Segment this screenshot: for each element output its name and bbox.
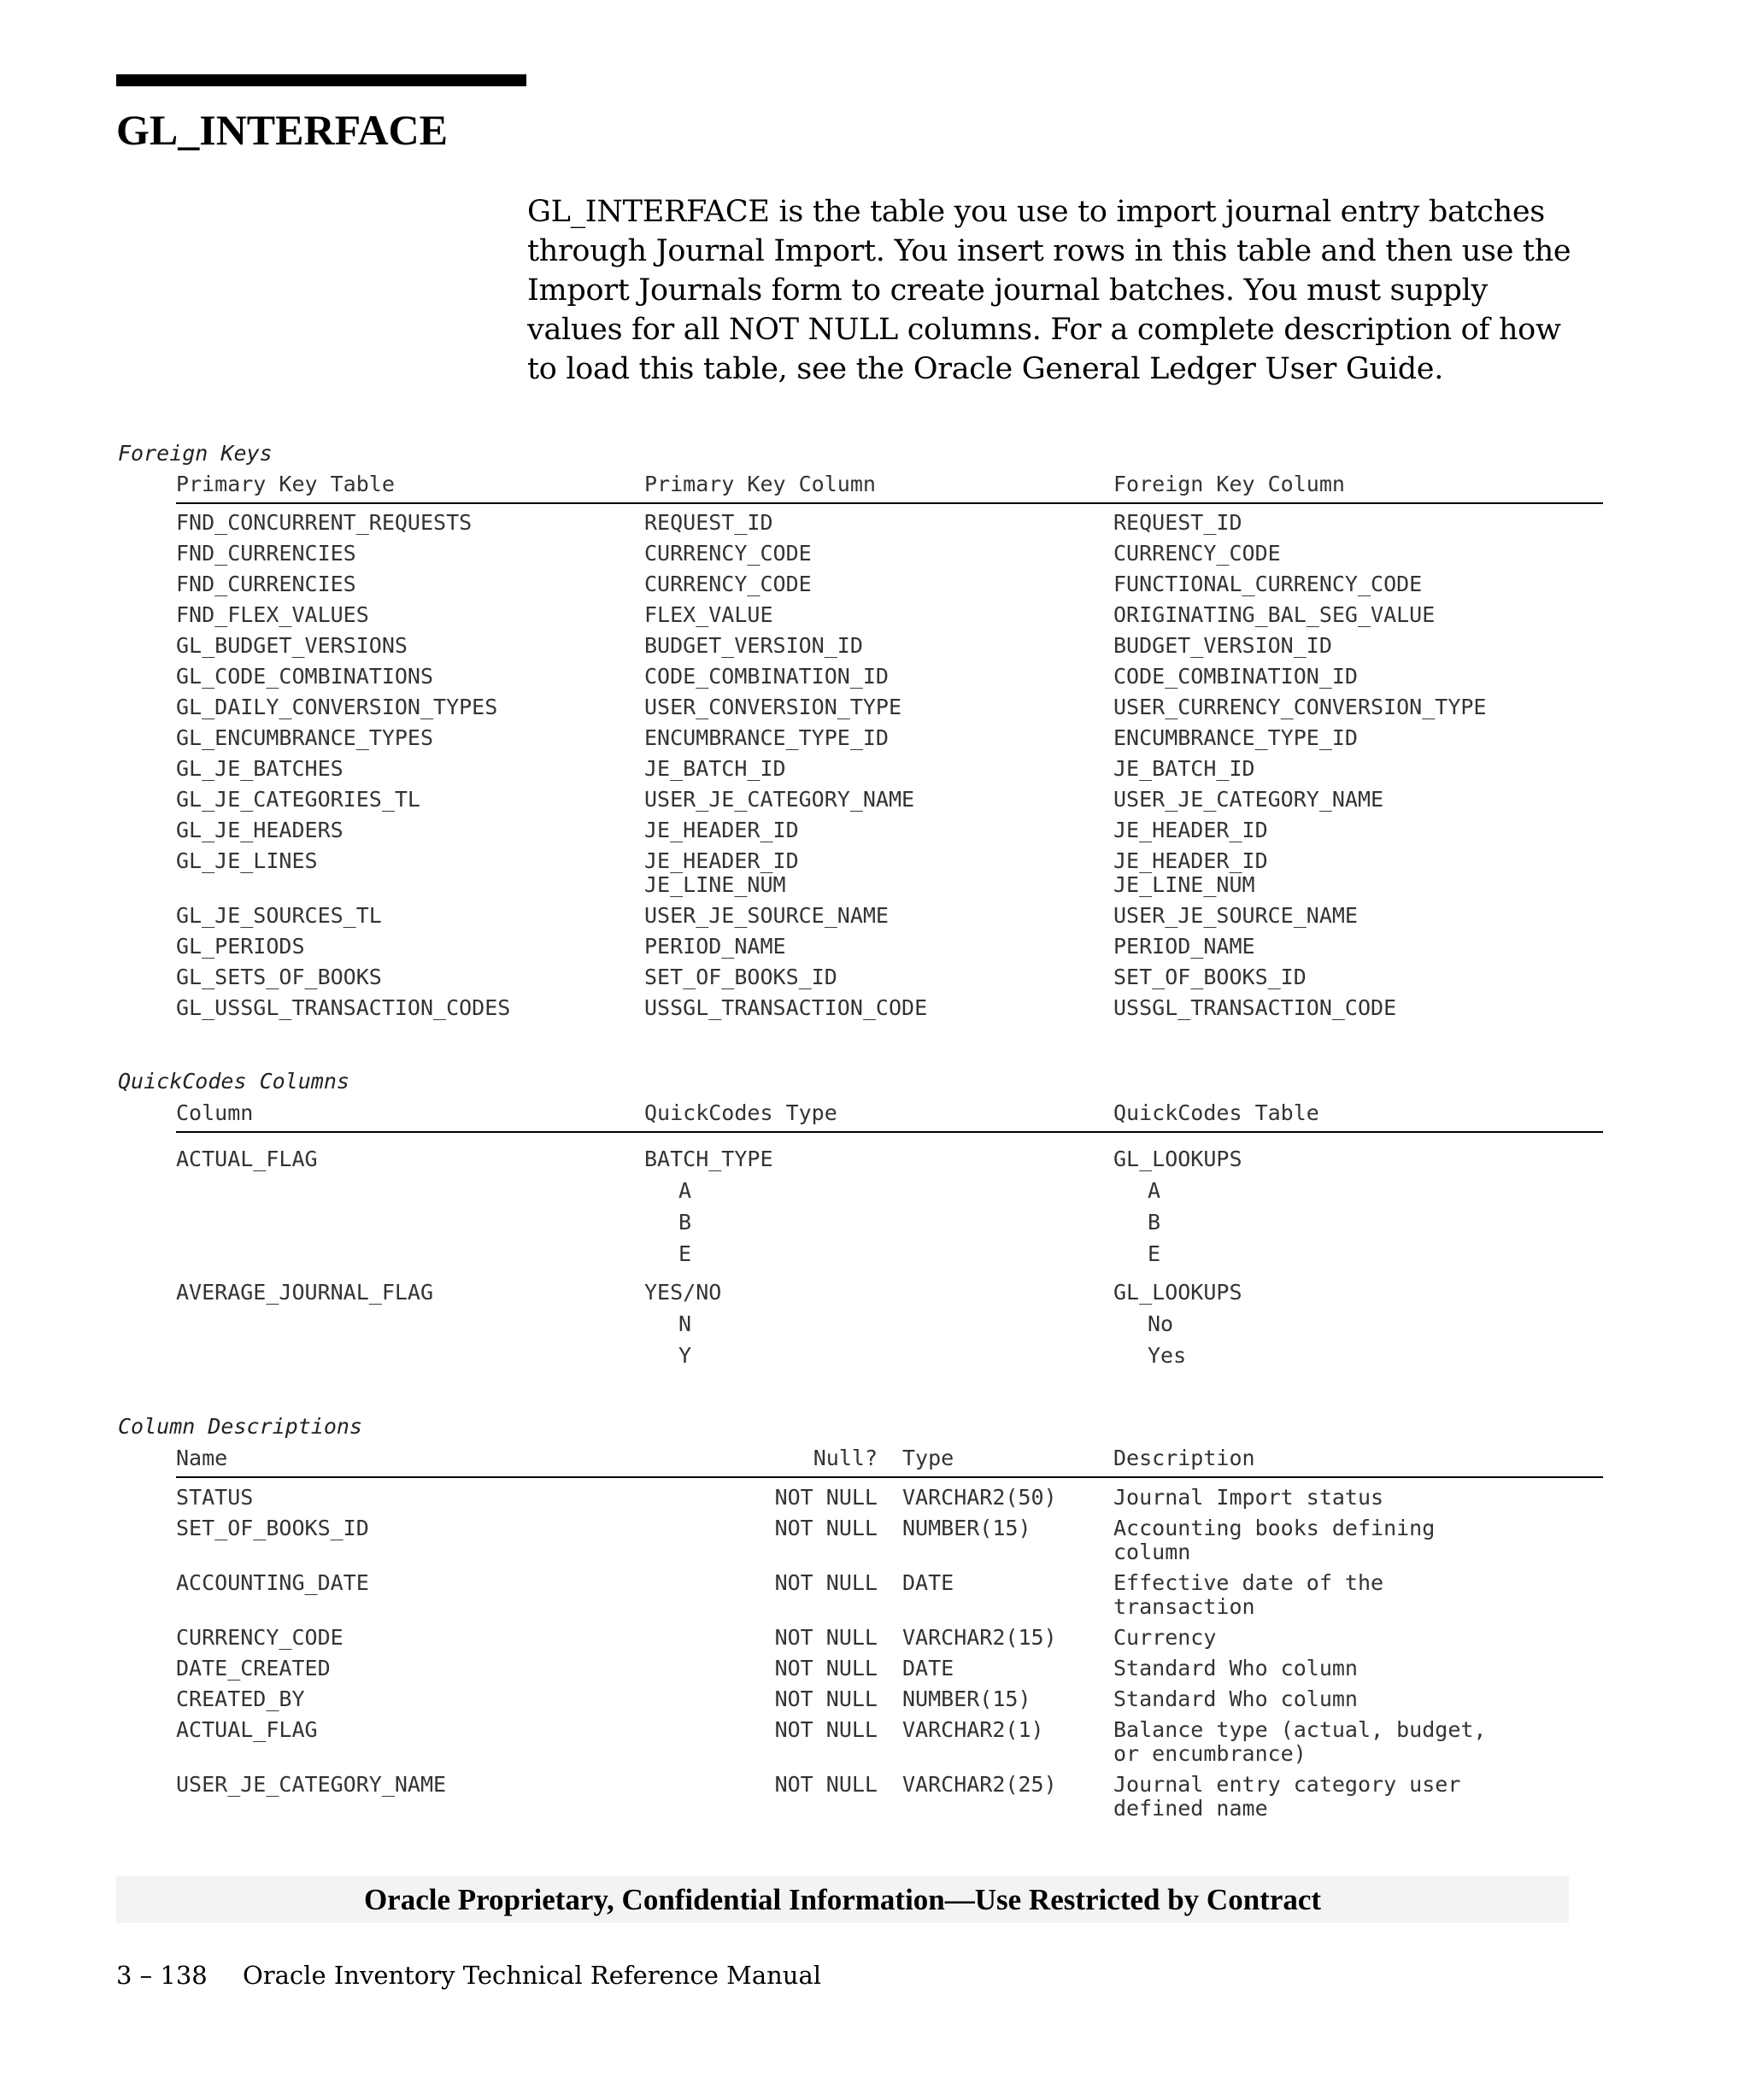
table-row xyxy=(176,1281,1603,1312)
table-row xyxy=(176,726,1603,757)
fk-fk-column-cell: SET_OF_BOOKS_ID xyxy=(1113,965,1307,989)
fk-pk-column-cell: JE_HEADER_ID JE_LINE_NUM xyxy=(644,848,799,897)
fk-header-pk-column: Primary Key Column xyxy=(644,472,876,496)
confidential-banner-text: Oracle Proprietary, Confidential Information––Use Restricted by Contract xyxy=(363,1882,1322,1916)
table-row xyxy=(176,788,1603,818)
fk-pk-table-cell: FND_FLEX_VALUES xyxy=(176,602,369,627)
column-description-cell: Standard Who column xyxy=(1113,1656,1358,1681)
table-row xyxy=(176,695,1603,726)
table-row xyxy=(176,1718,1603,1773)
column-null-cell: NOT NULL xyxy=(774,1772,878,1797)
column-null-cell: NOT NULL xyxy=(774,1717,878,1742)
table-row xyxy=(176,1344,1603,1376)
column-description-cell: Effective date of the transaction xyxy=(1113,1570,1384,1619)
column-type-cell: NUMBER(15) xyxy=(902,1686,1031,1711)
fk-pk-table-cell: FND_CONCURRENT_REQUESTS xyxy=(176,510,473,535)
column-type-cell: DATE xyxy=(902,1570,954,1595)
fk-fk-column-cell: JE_HEADER_ID xyxy=(1113,818,1268,842)
table-row xyxy=(176,572,1603,603)
fk-fk-column-cell: CODE_COMBINATION_ID xyxy=(1113,664,1358,689)
foreign-keys-table xyxy=(176,511,1603,1027)
fk-pk-column-cell: BUDGET_VERSION_ID xyxy=(644,633,863,658)
column-name-cell: USER_JE_CATEGORY_NAME xyxy=(176,1772,447,1797)
fk-fk-column-cell: USER_JE_SOURCE_NAME xyxy=(1113,903,1358,928)
fk-pk-column-cell: USER_JE_SOURCE_NAME xyxy=(644,903,889,928)
fk-fk-column-cell: USER_CURRENCY_CONVERSION_TYPE xyxy=(1113,695,1487,719)
fk-pk-column-cell: CURRENCY_CODE xyxy=(644,572,812,596)
quickcodes-section-label: QuickCodes Columns xyxy=(118,1069,349,1094)
table-row xyxy=(176,1242,1603,1281)
confidential-banner xyxy=(116,1876,1569,1923)
fk-fk-column-cell: JE_BATCH_ID xyxy=(1113,756,1255,781)
column-name-cell: STATUS xyxy=(176,1485,254,1510)
column-null-cell: NOT NULL xyxy=(774,1570,878,1595)
fk-fk-column-cell: PERIOD_NAME xyxy=(1113,934,1255,959)
fk-pk-column-cell: JE_HEADER_ID xyxy=(644,818,799,842)
column-type-cell: VARCHAR2(15) xyxy=(902,1625,1057,1650)
column-descriptions-section-label: Column Descriptions xyxy=(118,1414,362,1439)
fk-pk-table-cell: GL_ENCUMBRANCE_TYPES xyxy=(176,725,434,750)
table-row xyxy=(176,965,1603,996)
column-description-cell: Standard Who column xyxy=(1113,1686,1358,1711)
cd-header-null: Null? xyxy=(813,1446,878,1470)
table-row xyxy=(176,1773,1603,1827)
table-row xyxy=(176,904,1603,935)
fk-fk-column-cell: ORIGINATING_BAL_SEG_VALUE xyxy=(1113,602,1436,627)
fk-fk-column-cell: USER_JE_CATEGORY_NAME xyxy=(1113,787,1384,812)
fk-fk-column-cell: BUDGET_VERSION_ID xyxy=(1113,633,1332,658)
fk-pk-table-cell: GL_JE_BATCHES xyxy=(176,756,344,781)
qc-code-cell: E xyxy=(678,1241,692,1266)
fk-pk-table-cell: GL_DAILY_CONVERSION_TYPES xyxy=(176,695,498,719)
table-row xyxy=(176,996,1603,1027)
qc-meaning-cell: A xyxy=(1148,1178,1161,1203)
fk-pk-column-cell: JE_BATCH_ID xyxy=(644,756,786,781)
table-row xyxy=(176,1179,1603,1211)
column-null-cell: NOT NULL xyxy=(774,1516,878,1540)
fk-fk-column-cell: ENCUMBRANCE_TYPE_ID xyxy=(1113,725,1358,750)
foreign-keys-section-label: Foreign Keys xyxy=(118,441,273,466)
table-row xyxy=(176,757,1603,788)
qc-header-type: QuickCodes Type xyxy=(644,1100,837,1125)
qc-meaning-cell: B xyxy=(1148,1210,1161,1235)
column-null-cell: NOT NULL xyxy=(774,1485,878,1510)
fk-pk-table-cell: FND_CURRENCIES xyxy=(176,572,356,596)
table-row xyxy=(176,542,1603,572)
fk-pk-column-cell: CURRENCY_CODE xyxy=(644,541,812,566)
column-null-cell: NOT NULL xyxy=(774,1686,878,1711)
page-title: GL_INTERFACE xyxy=(116,106,449,154)
table-row xyxy=(176,1147,1603,1179)
quickcodes-header xyxy=(176,1100,1603,1133)
fk-pk-column-cell: ENCUMBRANCE_TYPE_ID xyxy=(644,725,889,750)
fk-pk-table-cell: GL_USSGL_TRANSACTION_CODES xyxy=(176,995,511,1020)
fk-fk-column-cell: USSGL_TRANSACTION_CODE xyxy=(1113,995,1397,1020)
column-name-cell: ACCOUNTING_DATE xyxy=(176,1570,369,1595)
fk-pk-column-cell: USSGL_TRANSACTION_CODE xyxy=(644,995,928,1020)
manual-title: Oracle Inventory Technical Reference Manual xyxy=(243,1961,822,1990)
column-description-cell: Balance type (actual, budget, or encumbrance) xyxy=(1113,1717,1487,1766)
table-row xyxy=(176,1657,1603,1687)
fk-pk-column-cell: PERIOD_NAME xyxy=(644,934,786,959)
fk-pk-table-cell: GL_SETS_OF_BOOKS xyxy=(176,965,382,989)
table-row xyxy=(176,511,1603,542)
fk-pk-table-cell: GL_JE_HEADERS xyxy=(176,818,344,842)
fk-fk-column-cell: FUNCTIONAL_CURRENCY_CODE xyxy=(1113,572,1423,596)
fk-header-fk-column: Foreign Key Column xyxy=(1113,472,1345,496)
table-row xyxy=(176,1211,1603,1242)
table-row xyxy=(176,849,1603,904)
intro-paragraph: GL_INTERFACE is the table you use to import journal entry batches through Journal Import. You insert rows in this table and then use the Import Journals form to create journal batches. You must supply values for all NOT NULL columns. For a complete description of how to load this table, see the Oracle General Ledger User Guide. xyxy=(527,195,1571,386)
table-row xyxy=(176,1571,1603,1626)
page-number: 3 – 138 xyxy=(116,1961,208,1990)
qc-column-cell: AVERAGE_JOURNAL_FLAG xyxy=(176,1280,434,1305)
qc-table-cell: GL_LOOKUPS xyxy=(1113,1147,1242,1171)
fk-pk-table-cell: GL_PERIODS xyxy=(176,934,305,959)
page-footer xyxy=(116,1961,821,1990)
column-null-cell: NOT NULL xyxy=(774,1625,878,1650)
column-name-cell: SET_OF_BOOKS_ID xyxy=(176,1516,369,1540)
fk-pk-column-cell: USER_JE_CATEGORY_NAME xyxy=(644,787,915,812)
qc-meaning-cell: Yes xyxy=(1148,1343,1187,1368)
table-row xyxy=(176,603,1603,634)
fk-pk-column-cell: USER_CONVERSION_TYPE xyxy=(644,695,902,719)
qc-type-cell: BATCH_TYPE xyxy=(644,1147,773,1171)
column-null-cell: NOT NULL xyxy=(774,1656,878,1681)
fk-pk-column-cell: SET_OF_BOOKS_ID xyxy=(644,965,837,989)
column-type-cell: VARCHAR2(50) xyxy=(902,1485,1057,1510)
table-row xyxy=(176,1312,1603,1344)
column-name-cell: CURRENCY_CODE xyxy=(176,1625,344,1650)
foreign-keys-header xyxy=(176,472,1603,504)
cd-header-description: Description xyxy=(1113,1446,1255,1470)
column-descriptions-table xyxy=(176,1486,1603,1827)
column-descriptions-header xyxy=(176,1446,1603,1478)
column-description-cell: Journal Import status xyxy=(1113,1485,1384,1510)
column-type-cell: DATE xyxy=(902,1656,954,1681)
qc-code-cell: N xyxy=(678,1311,692,1336)
title-rule xyxy=(116,74,526,86)
qc-header-column: Column xyxy=(176,1100,254,1125)
table-row xyxy=(176,1687,1603,1718)
qc-code-cell: B xyxy=(678,1210,692,1235)
table-row xyxy=(176,1486,1603,1516)
qc-code-cell: A xyxy=(678,1178,692,1203)
fk-pk-column-cell: REQUEST_ID xyxy=(644,510,773,535)
fk-fk-column-cell: CURRENCY_CODE xyxy=(1113,541,1281,566)
column-description-cell: Accounting books defining column xyxy=(1113,1516,1436,1564)
fk-pk-table-cell: GL_JE_CATEGORIES_TL xyxy=(176,787,420,812)
qc-header-table: QuickCodes Table xyxy=(1113,1100,1319,1125)
fk-pk-column-cell: FLEX_VALUE xyxy=(644,602,773,627)
column-type-cell: NUMBER(15) xyxy=(902,1516,1031,1540)
table-row xyxy=(176,1626,1603,1657)
qc-table-cell: GL_LOOKUPS xyxy=(1113,1280,1242,1305)
table-row xyxy=(176,665,1603,695)
qc-meaning-cell: E xyxy=(1148,1241,1161,1266)
fk-fk-column-cell: JE_HEADER_ID JE_LINE_NUM xyxy=(1113,848,1268,897)
qc-meaning-cell: No xyxy=(1148,1311,1174,1336)
fk-fk-column-cell: REQUEST_ID xyxy=(1113,510,1242,535)
quickcodes-table xyxy=(176,1147,1603,1376)
column-description-cell: Currency xyxy=(1113,1625,1217,1650)
column-type-cell: VARCHAR2(1) xyxy=(902,1717,1044,1742)
fk-pk-column-cell: CODE_COMBINATION_ID xyxy=(644,664,889,689)
cd-header-name: Name xyxy=(176,1446,228,1470)
fk-pk-table-cell: FND_CURRENCIES xyxy=(176,541,356,566)
column-type-cell: VARCHAR2(25) xyxy=(902,1772,1057,1797)
qc-type-cell: YES/NO xyxy=(644,1280,722,1305)
column-name-cell: ACTUAL_FLAG xyxy=(176,1717,318,1742)
table-row xyxy=(176,935,1603,965)
column-name-cell: CREATED_BY xyxy=(176,1686,305,1711)
qc-code-cell: Y xyxy=(678,1343,692,1368)
fk-pk-table-cell: GL_BUDGET_VERSIONS xyxy=(176,633,408,658)
qc-column-cell: ACTUAL_FLAG xyxy=(176,1147,318,1171)
fk-pk-table-cell: GL_JE_LINES xyxy=(176,848,318,873)
fk-pk-table-cell: GL_CODE_COMBINATIONS xyxy=(176,664,434,689)
table-row xyxy=(176,1516,1603,1571)
fk-pk-table-cell: GL_JE_SOURCES_TL xyxy=(176,903,382,928)
table-row xyxy=(176,818,1603,849)
column-description-cell: Journal entry category user defined name xyxy=(1113,1772,1461,1821)
table-row xyxy=(176,634,1603,665)
cd-header-type: Type xyxy=(902,1446,954,1470)
fk-header-pk-table: Primary Key Table xyxy=(176,472,395,496)
column-name-cell: DATE_CREATED xyxy=(176,1656,331,1681)
